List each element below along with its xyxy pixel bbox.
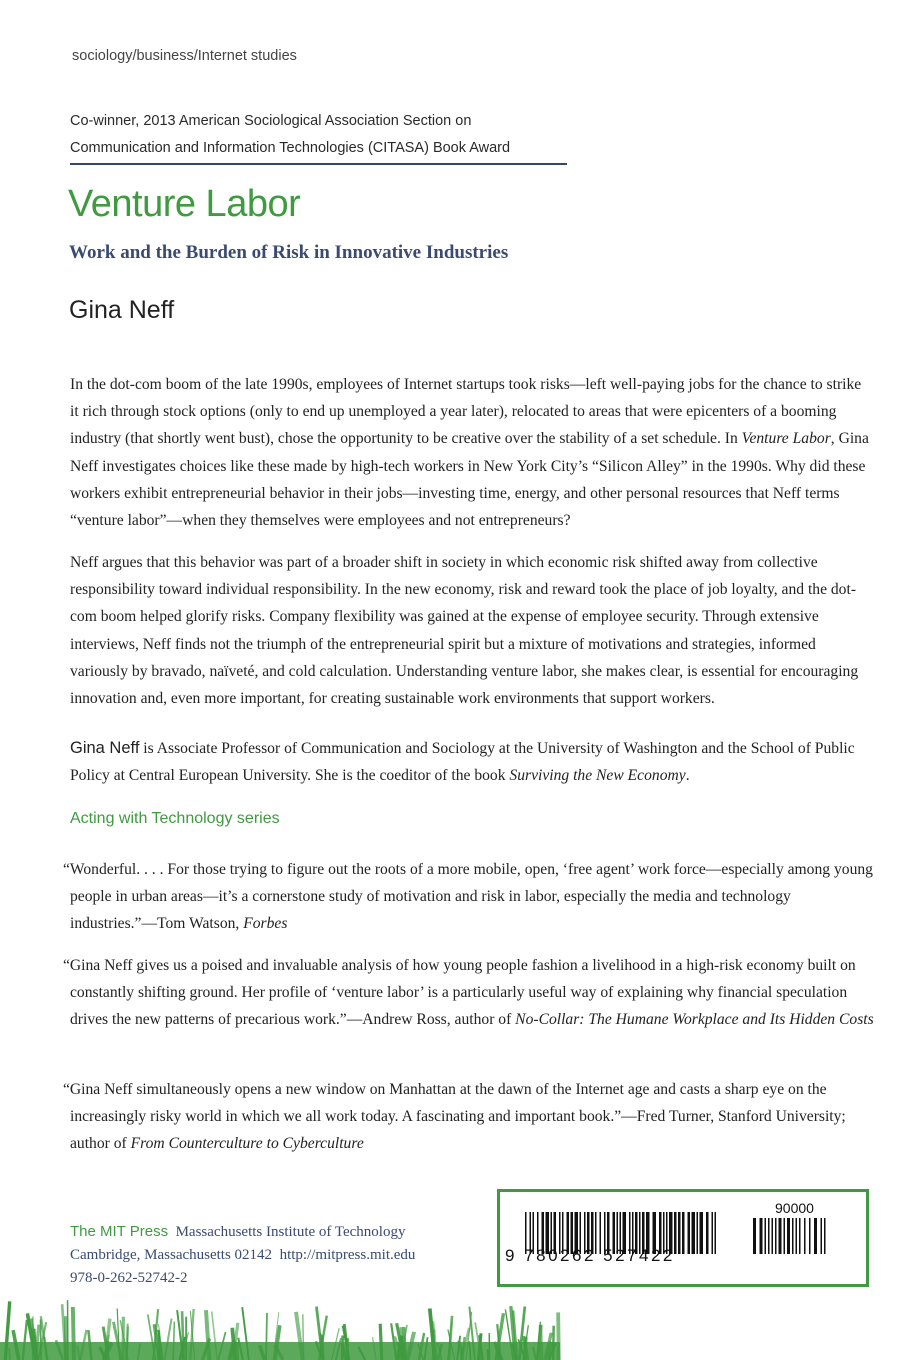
quote-source: From Counterculture to Cyberculture <box>130 1135 364 1153</box>
bio-book-title: Surviving the New Economy <box>509 767 686 785</box>
bio-author-name: Gina Neff <box>70 739 140 757</box>
publisher-name: The MIT Press <box>70 1223 169 1240</box>
barcode-bar <box>779 1218 782 1254</box>
grass-blade <box>347 1338 348 1360</box>
divider-rule <box>70 163 567 165</box>
bio-text: is Associate Professor of Communication and Sociology at the University of Washington and the School of Public Policy at Central European University. She is the coeditor of the book <box>70 740 855 785</box>
barcode-bar <box>799 1218 801 1254</box>
quote-text: “Gina Neff simultaneously opens a new window on Manhattan at the dawn of the Internet age and casts a sharp eye on the increasingly risky world in which we all work today. A fascinating and important book.”—Fred Turner, Stanford University; author of <box>63 1081 846 1153</box>
grass-blade <box>41 1319 42 1360</box>
barcode-bar <box>760 1218 763 1254</box>
publisher-url[interactable]: http://mitpress.mit.edu <box>279 1247 416 1263</box>
barcode-bar <box>697 1212 699 1254</box>
quote-text: “Wonderful. . . . For those trying to figure out the roots of a more mobile, open, ‘free agent’ work force—especially among young people in urban areas—it’s a cornerstone study of motivation and risk in labor, especially the media and technology industries.”—Tom Watson, <box>63 861 873 933</box>
grass-blade <box>73 1307 74 1360</box>
book-subtitle: Work and the Burden of Risk in Innovative Industries <box>69 242 509 263</box>
barcode-bar <box>809 1218 811 1254</box>
barcode-bar <box>712 1212 714 1254</box>
series-name: Acting with Technology series <box>70 810 280 827</box>
barcode-bar <box>792 1218 794 1254</box>
blurb-quote <box>63 952 880 1034</box>
grass-blade <box>558 1312 559 1360</box>
grass-blade <box>237 1342 238 1360</box>
blurb-quote <box>63 1076 880 1158</box>
title-reference: Venture Labor <box>741 430 831 448</box>
barcode-bar <box>682 1212 685 1254</box>
author-bio <box>70 735 870 789</box>
barcode-bar <box>678 1212 681 1254</box>
barcode-bar <box>824 1218 826 1254</box>
bio-end: . <box>685 767 690 785</box>
isbn-barcode-digits: 9 780262 527422 <box>505 1246 675 1265</box>
barcode-bar <box>796 1218 798 1254</box>
barcode-bar <box>787 1218 790 1254</box>
grass-blade <box>540 1325 541 1360</box>
grass-blade <box>266 1313 267 1360</box>
subject-category: sociology/business/Internet studies <box>72 48 297 64</box>
barcode-bar <box>784 1218 786 1254</box>
barcode-bar <box>768 1218 770 1254</box>
description-paragraph-1 <box>70 371 870 534</box>
barcode-bar <box>765 1218 767 1254</box>
barcode-bar <box>821 1218 823 1254</box>
publisher-block <box>70 1220 415 1290</box>
grass-blade <box>488 1349 489 1360</box>
grass-illustration <box>0 1290 907 1360</box>
barcode-bar <box>688 1212 691 1254</box>
grass-blade <box>380 1324 382 1360</box>
publisher-institution: Massachusetts Institute of Technology <box>175 1224 406 1240</box>
barcode-bar <box>706 1212 709 1254</box>
quote-text: “Gina Neff gives us a poised and invaluable analysis of how young people fashion a livelihood in a high-risk economy built on constantly shifting ground. Her profile of ‘venture labor’ is a particularly useful way of explaining why financial speculation drives the new patterns of precarious work.”—Andrew Ross, author of <box>63 957 856 1029</box>
quote-source: Forbes <box>243 915 288 933</box>
book-author: Gina Neff <box>69 296 175 324</box>
barcode-bar <box>775 1218 777 1254</box>
barcode-bar <box>753 1218 756 1254</box>
barcode-bar <box>804 1218 806 1254</box>
grass-blade <box>9 1348 10 1360</box>
publisher-isbn: 978-0-262-52742-2 <box>70 1270 188 1286</box>
barcode-bar <box>814 1218 817 1254</box>
book-title: Venture Labor <box>68 183 301 225</box>
description-text: , Gina Neff investigates choices like these made by high-tech workers in New York City’s “Silicon Alley” in the 1990s. Why did these workers exhibit entrepreneurial behavior in their jobs—investing time, energy, and other personal resources that Neff terms “venture labor”—when they themselves were employees and not entrepreneurs? <box>70 430 869 530</box>
blurb-quote <box>63 856 880 938</box>
grass-blade <box>182 1311 184 1360</box>
barcode-bar <box>700 1212 704 1254</box>
barcode-bar <box>772 1218 774 1254</box>
description-paragraph-2: Neff argues that this behavior was part of a broader shift in society in which economic risk shifted away from collective responsibility toward individual responsibility. In the new economy, risk and reward took the place of job loyalty, and the dot-com boom helped glorify risks. Company flexibility was gained at the expense of employee security. Through extensive interviews, Neff finds not the triumph of the entrepreneurial spirit but a mixture of motivations and strategies, informed variously by bravado, naïveté, and cold calculation. Understanding venture labor, she makes clear, is essential for encouraging innovation and, even more important, for creating sustainable work environments that support workers. <box>70 554 859 708</box>
grass-blade <box>524 1337 525 1360</box>
publisher-line-1 <box>70 1220 415 1244</box>
publisher-line-2 <box>70 1244 415 1267</box>
description-text: In the dot-com boom of the late 1990s, employees of Internet startups took risks—left well-paying jobs for the chance to strike it rich through stock options (only to end up unemployed a year later), relocated to areas that were epicenters of a booming industry (that shortly went bust), chose the opportunity to be creative over the stability of a set schedule. In <box>70 376 862 448</box>
barcode-bar <box>715 1212 717 1254</box>
barcode-bar <box>692 1212 696 1254</box>
quote-source: No-Collar: The Humane Workplace and Its Hidden Costs <box>515 1011 874 1029</box>
publisher-city: Cambridge, Massachusetts 02142 <box>70 1247 273 1263</box>
award-note: Co-winner, 2013 American Sociological Association Section on Communication and Information Technologies (CITASA) Book Award <box>70 113 511 156</box>
price-code: 90000 <box>775 1200 814 1216</box>
